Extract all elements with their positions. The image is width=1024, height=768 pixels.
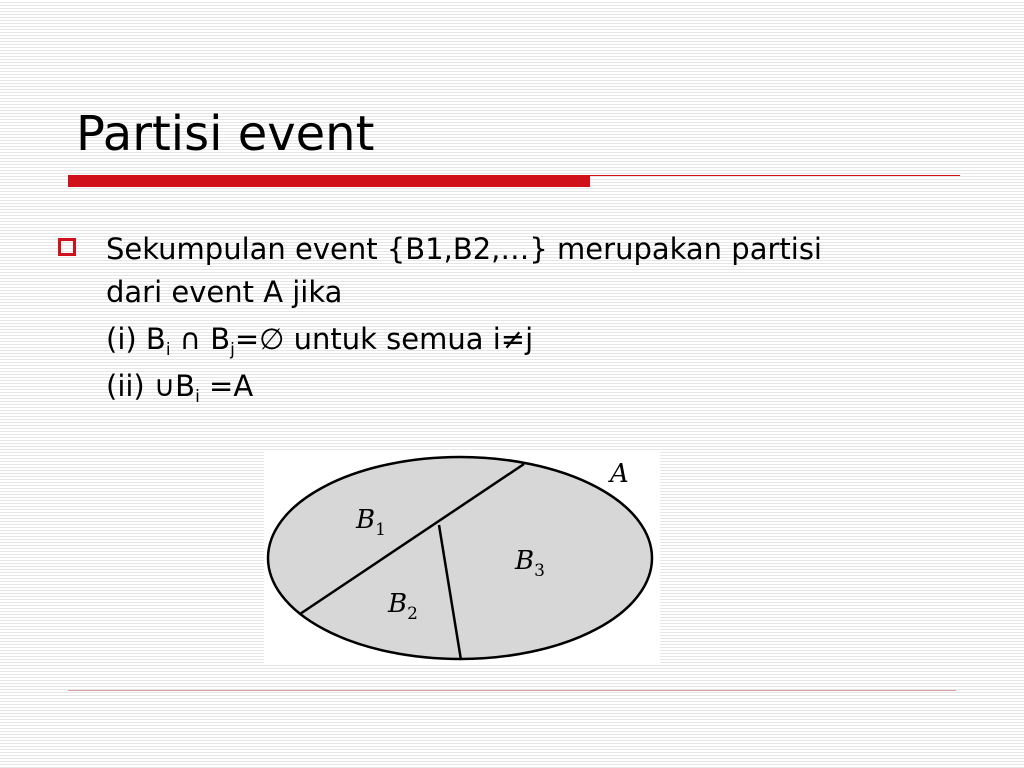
title-underline-thin — [590, 175, 960, 176]
region-b1-label: $B_1$ — [356, 505, 386, 540]
subscript-j: j — [230, 340, 235, 360]
set-a-ellipse — [268, 457, 652, 659]
slide-title: Partisi event — [76, 106, 375, 162]
subscript-i: i — [195, 387, 200, 407]
condition-union-prefix: (ii) ∪B — [106, 369, 196, 403]
subscript-i: i — [165, 340, 171, 360]
partition-diagram — [264, 452, 660, 664]
footer-divider — [68, 690, 956, 691]
condition-union — [106, 365, 986, 408]
partition-diagram-svg — [264, 452, 660, 664]
set-a-label: A — [610, 459, 629, 489]
bullet-text-line-2: dari event A jika — [106, 275, 343, 309]
condition-disjoint — [106, 318, 986, 361]
condition-disjoint-rest: =∅ untuk semua i≠j — [234, 322, 534, 356]
region-b2-label: $B_2$ — [388, 589, 418, 624]
region-b3-label: $B_3$ — [515, 546, 545, 581]
bullet-text-line-1: Sekumpulan event {B1,B2,…} merupakan partisi — [106, 232, 822, 266]
condition-union-rest: =A — [199, 369, 254, 403]
condition-disjoint-prefix: (i) B — [106, 322, 166, 356]
bullet-content — [106, 228, 986, 408]
intersection-text: ∩ B — [170, 322, 231, 356]
bullet-square-icon — [58, 238, 76, 256]
title-underline-thick — [68, 175, 590, 187]
